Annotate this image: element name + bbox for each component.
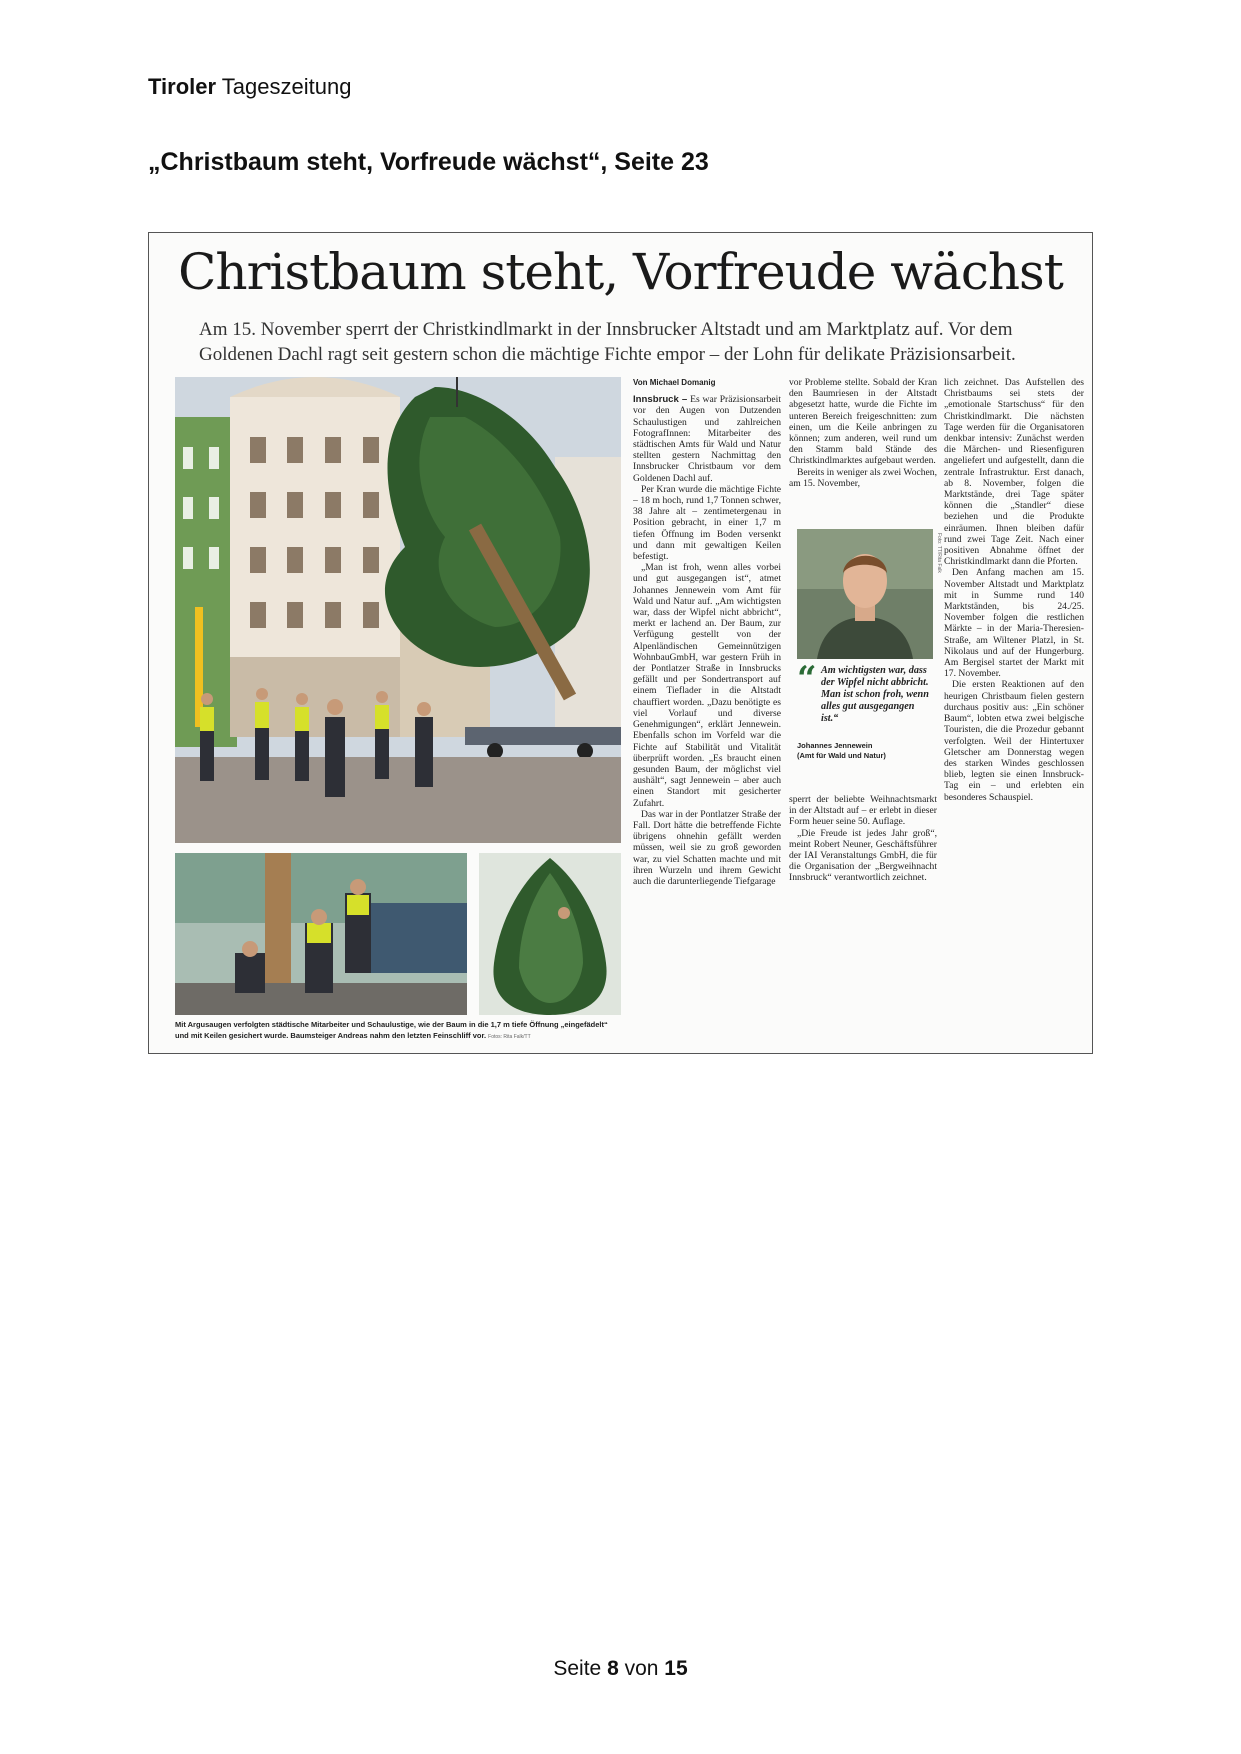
article-paragraph: „Man ist froh, wenn alles vorbei und gut ausgegangen ist“, atmet Johannes Jennewein vom Amt für Wald und Natur auf. „Am wichtigsten war, dass der Wipfel nicht abbricht“, merkt er lachend an. Der Baum, zur Verfügung gestellt von der Alpenländischen Gemeinnützigen WohnbauGmbH, war gestern Früh in der Pontlatzer Straße in Innsbrucks gefällt und per Sondertransport auf einem Tieflader in die Altstadt chauffiert worden. „Dazu benötigte es viel Vorlauf und diverse Genehmigungen“, erklärt Jennewein. Ebenfalls schon im Vorfeld war die Fichte auf Stabilität und Vitalität überprüft worden. „Es braucht einen gesunden Baum, der möglichst viel aushält“, sagt Jennewein – aber auch einen Standort mit gesicherter Zufahrt. bbox=[633, 562, 781, 809]
footer-page-total: 15 bbox=[664, 1657, 688, 1680]
document-title: „Christbaum steht, Vorfreude wächst“, Seite 23 bbox=[148, 148, 709, 176]
page-footer bbox=[0, 1657, 1241, 1681]
article-column-2-top bbox=[789, 377, 937, 524]
main-photo-christmas-tree bbox=[175, 377, 621, 843]
article-paragraph: „Die Freude ist jedes Jahr groß“, meint Robert Neuner, Geschäftsführer der IAI Veranstaltungs GmbH, die für die Organisation der „Bergweihnacht Innsbruck“ verantwortlich zeichnet. bbox=[789, 827, 937, 884]
photo-caption bbox=[175, 1019, 621, 1043]
pull-quote-author-role: (Amt für Wald und Natur) bbox=[797, 751, 886, 760]
article-paragraph: lich zeichnet. Das Aufstellen des Christbaums sei stets der „emotionale Startschuss“ für den Christkindlmarkt. Die nächsten Tage werden für die Organisatoren denkbar intensiv: Zunächst werden die Märchen- und Riesenfiguren angeliefert und aufgestellt, dann die zentrale Infrastruktur. Erst danach, ab 8. November, folgen die Marktstände, drei Tage später können die „Standler“ diese beziehen und die Produkte einräumen. Ihnen bleiben dafür rund zwei Tage Zeit. Nach einer positiven Abnahme öffnet der Christkindlmarkt dann die Pforten. bbox=[944, 377, 1084, 568]
footer-middle: von bbox=[618, 1657, 665, 1680]
portrait-photo-johannes-jennewein bbox=[797, 529, 933, 659]
article-byline: Von Michael Domanig bbox=[633, 378, 716, 387]
portrait-credit: Foto: TT/Rita Falk bbox=[936, 533, 942, 573]
article-paragraph-text: Es war Präzisionsarbeit vor den Augen von Dutzenden Schaulustigen und zahlreichen FotografInnen: Mitarbeiter des städtischen Amts für Wald und Natur stellten gestern Nachmittag den Innsbrucker Christbaum vor dem Goldenen Dachl auf. bbox=[633, 394, 781, 484]
quote-mark-icon: “ bbox=[797, 659, 817, 699]
footer-prefix: Seite bbox=[553, 1657, 608, 1680]
article-paragraph: Das war in der Pontlatzer Straße der Fall. Dort hätte die betreffende Fichte übrigens ohnehin gefällt werden müssen, weil sie zu groß geworden war, zu viel Schatten machte und mit ihren Wurzeln und ihrem Gewicht auch die darunterliegende Tiefgarage bbox=[633, 808, 781, 887]
article-headline: Christbaum steht, Vorfreude wächst bbox=[178, 243, 1063, 301]
article-paragraph: Bereits in weniger als zwei Wochen, am 15. November, bbox=[789, 466, 937, 489]
publication-name-bold: Tiroler bbox=[148, 74, 217, 99]
photo-credit: Fotos: Rita Falk/TT bbox=[488, 1034, 531, 1040]
photo-tree-crown-illustration bbox=[479, 853, 621, 1015]
article-paragraph: Per Kran wurde die mächtige Fichte – 18 m hoch, rund 1,7 Tonnen schwer, 38 Jahre alt – zentimetergenau in Position gebracht, in einer 1,7 m tiefen Öffnung im Boden versenkt und dann mit gewaltigen Keilen befestigt. bbox=[633, 483, 781, 563]
article-paragraph: vor Probleme stellte. Sobald der Kran den Baumriesen in der Altstadt abgesetzt hatte, wurde die Fichte im unteren Bereich freigeschnitten: zum einen, um die Keile anbringen zu können; zum anderen, weil rund um den Stamm bald Stände des Christkindlmarktes aufgebaut werden. bbox=[789, 377, 937, 467]
portrait-illustration bbox=[797, 529, 933, 659]
publication-name bbox=[148, 74, 351, 100]
pull-quote-author-name: Johannes Jennewein bbox=[797, 741, 873, 750]
article-paragraph: sperrt der beliebte Weihnachtsmarkt in der Altstadt auf – er erlebt in dieser Form heuer seine 50. Auflage. bbox=[789, 794, 937, 828]
article-dateline: Innsbruck – bbox=[633, 394, 688, 406]
photo-workers-illustration bbox=[175, 853, 467, 1015]
article-subheadline: Am 15. November sperrt der Christkindlmarkt in der Innsbrucker Altstadt und am Marktplatz auf. Vor dem Goldenen Dachl ragt seit gestern schon die mächtige Fichte empor – der Lohn für delikate Präzisionsarbeit. bbox=[199, 319, 1016, 365]
photo-workers-at-trunk bbox=[175, 853, 467, 1015]
pull-quote-text: Am wichtigsten war, dass der Wipfel nicht abbricht. Man ist schon froh, wenn alles gut ausgegangen ist.“ bbox=[821, 665, 929, 724]
article-paragraph: Die ersten Reaktionen auf den heurigen Christbaum fielen gestern durchaus positiv aus: „Ein schöner Baum“, lobten etwa zwei belgische Touristen, die die Prozedur gebannt verfolgten. Weil der Hintertuxer Gletscher am Donnerstag wegen des starken Windes geschlossen blieb, legten sie einen Innsbruck-Tag ein – und erlebten ein besonderes Schauspiel. bbox=[944, 679, 1084, 803]
publication-name-rest: Tageszeitung bbox=[216, 74, 352, 99]
article-paragraph bbox=[633, 394, 781, 484]
article-column-2-bottom bbox=[789, 794, 937, 938]
article-paragraph: Den Anfang machen am 15. November Altstadt und Marktplatz mit in Summe rund 140 Marktständen, bis 24./25. November folgen die restlichen Märkte – in der Maria-Theresien-Straße, am Wiltener Platzl, in St. Nikolaus und auf der Hungerburg. Am Bergisel startet der Markt mit 17. November. bbox=[944, 567, 1084, 680]
article-column-1 bbox=[633, 377, 781, 1045]
photo-caption-text: Mit Argusaugen verfolgten städtische Mitarbeiter und Schaulustige, wie der Baum in die 1,7 m tiefe Öffnung „eingefädelt“ und mit Keilen gesichert wurde. Baumsteiger Andreas nahm den letzten Feinschliff vor. bbox=[175, 1020, 608, 1040]
newspaper-clipping bbox=[148, 232, 1093, 1054]
pull-quote bbox=[797, 659, 933, 761]
article-column-3 bbox=[944, 377, 1084, 902]
photo-tree-crown bbox=[479, 853, 621, 1015]
pull-quote-author bbox=[797, 741, 933, 761]
main-photo-illustration bbox=[175, 377, 621, 843]
footer-page-number: 8 bbox=[607, 1657, 619, 1680]
